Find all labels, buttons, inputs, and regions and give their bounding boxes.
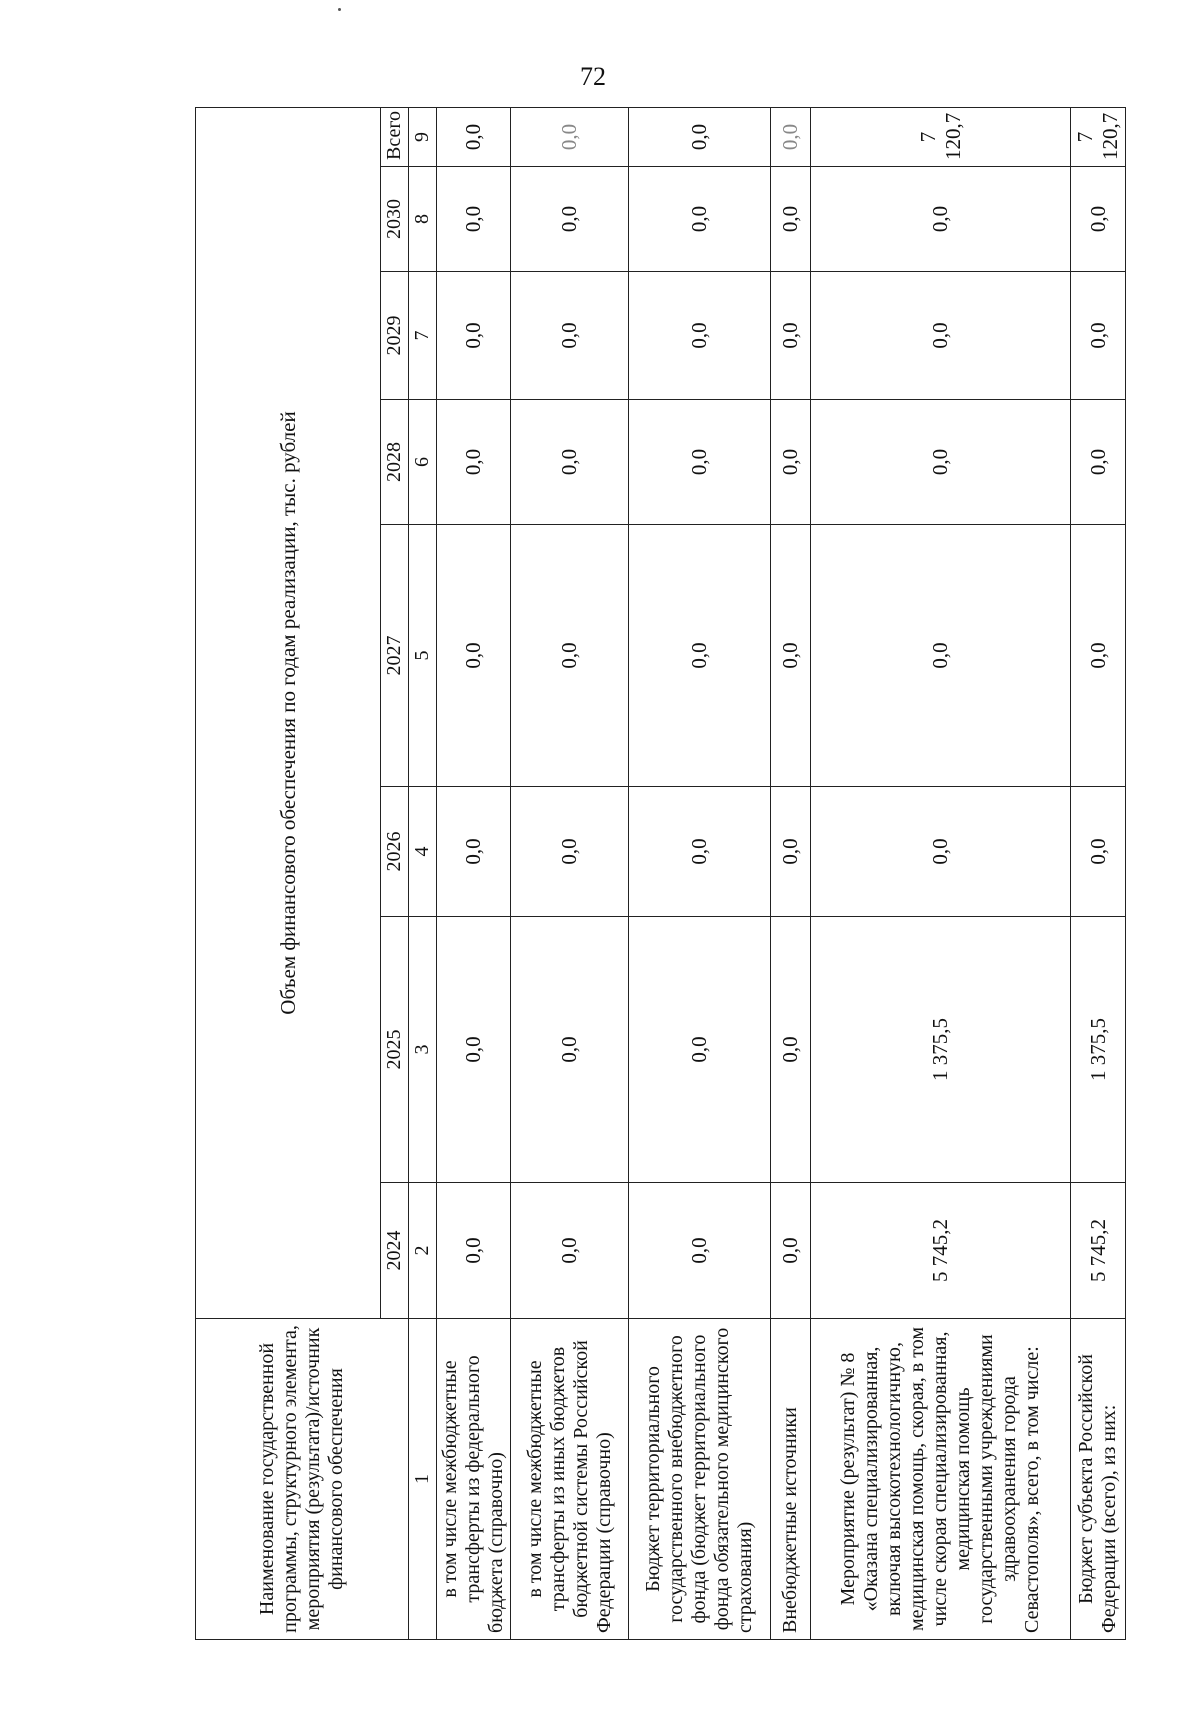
cell-value: 0,0 xyxy=(629,167,771,272)
cell-value: 0,0 xyxy=(511,107,629,166)
cell-value: 0,0 xyxy=(629,1183,771,1319)
cell-value: 0,0 xyxy=(771,167,811,272)
column-number: 5 xyxy=(409,525,437,787)
cell-value: 0,0 xyxy=(1071,167,1126,272)
table-row xyxy=(1071,107,1126,1639)
header-year-2026: 2026 xyxy=(381,787,409,917)
cell-value: 0,0 xyxy=(811,525,1071,787)
header-year-2030: 2030 xyxy=(381,167,409,272)
cell-value: 0,0 xyxy=(771,917,811,1183)
table-row xyxy=(629,107,771,1639)
column-number: 4 xyxy=(409,787,437,917)
page-number: 72 xyxy=(580,62,606,91)
table-row xyxy=(811,107,1071,1639)
header-total: Всего xyxy=(381,107,409,166)
cell-value: 0,0 xyxy=(437,107,511,166)
row-name: в том числе межбюджетные трансферты из иных бюджетов бюджетной системы Российской Федерации (справочно) xyxy=(511,1319,629,1640)
row-name: Бюджет территориального государственного внебюджетного фонда (бюджет территориального фонда обязательного медицинского страхования) xyxy=(629,1319,771,1640)
cell-value: 0,0 xyxy=(629,917,771,1183)
header-year-2025: 2025 xyxy=(381,917,409,1183)
cell-value: 0,0 xyxy=(511,1183,629,1319)
cell-value: 0,0 xyxy=(1071,787,1126,917)
cell-value: 0,0 xyxy=(629,107,771,166)
header-year-2024: 2024 xyxy=(381,1183,409,1319)
column-number: 3 xyxy=(409,917,437,1183)
cell-value: 1 375,5 xyxy=(811,917,1071,1183)
table-rotator xyxy=(195,108,1122,1640)
header-year-2029: 2029 xyxy=(381,272,409,400)
cell-value: 0,0 xyxy=(511,787,629,917)
cell-value: 0,0 xyxy=(511,272,629,400)
cell-value: 0,0 xyxy=(511,400,629,525)
table-row xyxy=(511,107,629,1639)
cell-value: 0,0 xyxy=(511,917,629,1183)
cell-value: 7 120,7 xyxy=(811,107,1071,166)
header-year-2028: 2028 xyxy=(381,400,409,525)
cell-value: 0,0 xyxy=(771,787,811,917)
cell-value: 0,0 xyxy=(437,525,511,787)
header-name-column: Наименование государственной программы, структурного элемента, мероприятия (результата)/источник финансового обеспечения xyxy=(196,1319,409,1640)
cell-value: 1 375,5 xyxy=(1071,917,1126,1183)
cell-value: 0,0 xyxy=(1071,400,1126,525)
header-group: Объем финансового обеспечения по годам реализации, тыс. рублей xyxy=(196,107,381,1318)
column-number: 9 xyxy=(409,107,437,166)
row-name: Бюджет субъекта Российской Федерации (всего), из них: xyxy=(1071,1319,1126,1640)
cell-value: 0,0 xyxy=(1071,525,1126,787)
column-number: 6 xyxy=(409,400,437,525)
cell-value: 0,0 xyxy=(629,400,771,525)
cell-value: 0,0 xyxy=(437,917,511,1183)
header-year-2027: 2027 xyxy=(381,525,409,787)
table-row xyxy=(437,107,511,1639)
cell-value: 0,0 xyxy=(811,400,1071,525)
cell-value: 5 745,2 xyxy=(811,1183,1071,1319)
cell-value: 0,0 xyxy=(771,400,811,525)
table-row xyxy=(771,107,811,1639)
cell-value: 0,0 xyxy=(511,167,629,272)
cell-value: 0,0 xyxy=(771,272,811,400)
cell-value: 0,0 xyxy=(771,525,811,787)
cell-value: 0,0 xyxy=(511,525,629,787)
cell-value: 0,0 xyxy=(811,272,1071,400)
cell-value: 0,0 xyxy=(811,787,1071,917)
row-name: Внебюджетные источники xyxy=(771,1319,811,1640)
cell-value: 0,0 xyxy=(771,107,811,166)
cell-value: 0,0 xyxy=(1071,272,1126,400)
row-name: в том числе межбюджетные трансферты из федерального бюджета (справочно) xyxy=(437,1319,511,1640)
cell-value: 7 120,7 xyxy=(1071,107,1126,166)
column-number: 8 xyxy=(409,167,437,272)
cell-value: 0,0 xyxy=(437,787,511,917)
rotated-table-area xyxy=(195,108,1122,1640)
financing-table xyxy=(195,107,1126,1640)
column-number: 7 xyxy=(409,272,437,400)
cell-value: 0,0 xyxy=(437,272,511,400)
cell-value: 0,0 xyxy=(629,272,771,400)
row-name: Мероприятие (результат) № 8 «Оказана специализированная, включая высокотехнологичную, медицинская помощь, скорая, в том числе скорая специализированная, медицинская помощь государственными учреждениями здравоохранения города Севастополя», всего, в том числе: xyxy=(811,1319,1071,1640)
scan-speck xyxy=(338,8,341,11)
cell-value: 0,0 xyxy=(437,400,511,525)
column-number: 2 xyxy=(409,1183,437,1319)
cell-value: 0,0 xyxy=(629,787,771,917)
cell-value: 0,0 xyxy=(437,1183,511,1319)
cell-value: 0,0 xyxy=(771,1183,811,1319)
cell-value: 5 745,2 xyxy=(1071,1183,1126,1319)
column-number: 1 xyxy=(409,1319,437,1640)
cell-value: 0,0 xyxy=(437,167,511,272)
cell-value: 0,0 xyxy=(629,525,771,787)
cell-value: 0,0 xyxy=(811,167,1071,272)
